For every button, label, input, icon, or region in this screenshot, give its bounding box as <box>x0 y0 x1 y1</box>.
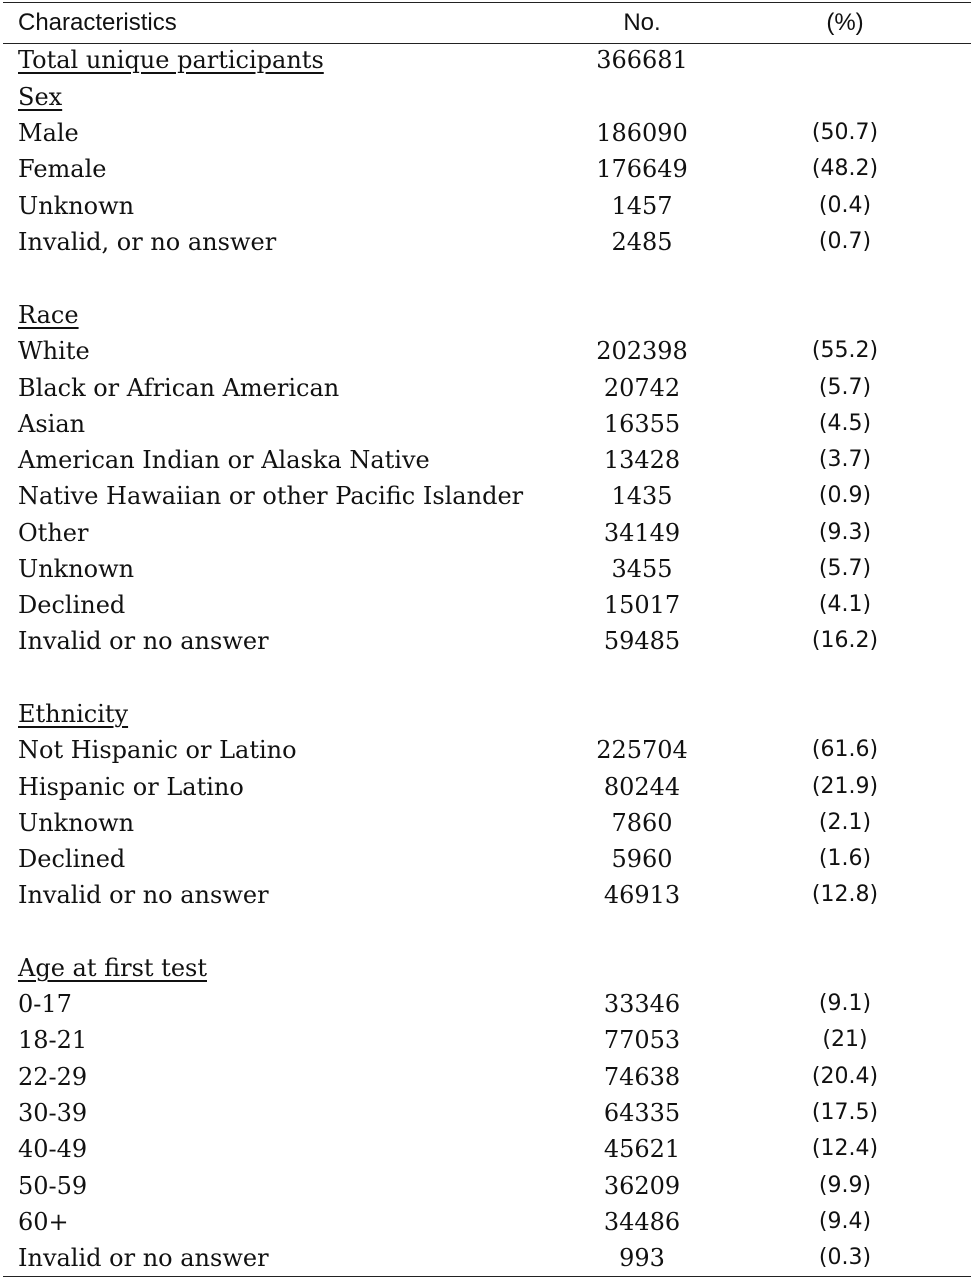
row-pct: (50.7) <box>811 120 879 145</box>
row-no: 993 <box>619 1244 665 1272</box>
row-label: Invalid or no answer <box>18 881 269 909</box>
row-label: Unknown <box>18 555 135 583</box>
row-no: 45621 <box>603 1135 681 1163</box>
row-pct: (4.5) <box>818 411 872 436</box>
row-no: 64335 <box>603 1099 681 1127</box>
row-pct: (3.7) <box>818 447 872 472</box>
table-row <box>0 442 975 478</box>
row-no: 186090 <box>596 119 688 147</box>
table-top-rule <box>3 2 971 3</box>
row-no: 80244 <box>603 773 681 801</box>
row-no: 16355 <box>603 410 681 438</box>
header-no: No. <box>623 9 661 36</box>
row-no: 225704 <box>596 736 688 764</box>
table-row <box>0 188 975 224</box>
table-row <box>0 1095 975 1131</box>
row-no: 36209 <box>603 1172 681 1200</box>
row-pct: (9.3) <box>818 520 872 545</box>
row-label: Declined <box>18 591 126 619</box>
table-row <box>0 151 975 187</box>
row-pct: (16.2) <box>811 628 879 653</box>
table-row <box>0 732 975 768</box>
row-pct: (9.4) <box>818 1209 872 1234</box>
row-label: Black or African American <box>18 374 340 402</box>
table-row <box>0 1168 975 1204</box>
row-no: 7860 <box>611 809 673 837</box>
table-row <box>0 515 975 551</box>
row-no: 1457 <box>611 192 673 220</box>
table-row <box>0 1204 975 1240</box>
table-header-row <box>0 5 975 41</box>
total-no: 366681 <box>596 46 688 74</box>
row-label: Not Hispanic or Latino <box>18 736 297 764</box>
row-pct: (0.9) <box>818 483 872 508</box>
row-no: 33346 <box>603 990 681 1018</box>
row-label: Asian <box>18 410 86 438</box>
row-label: Unknown <box>18 192 135 220</box>
section-title: Sex <box>18 83 63 111</box>
section-title: Age at first test <box>18 954 207 982</box>
table-row <box>0 1131 975 1167</box>
table-bottom-rule <box>3 1276 971 1277</box>
row-pct: (1.6) <box>818 846 872 871</box>
row-no: 46913 <box>603 881 681 909</box>
row-pct: (61.6) <box>811 737 879 762</box>
row-no: 1435 <box>611 482 673 510</box>
section-title-age <box>0 950 975 986</box>
header-characteristics: Characteristics <box>18 9 177 36</box>
section-title-sex <box>0 79 975 115</box>
table-row <box>0 841 975 877</box>
row-pct: (21.9) <box>811 774 879 799</box>
table-row <box>0 986 975 1022</box>
section-title: Ethnicity <box>18 700 129 728</box>
row-no: 2485 <box>611 228 673 256</box>
row-no: 3455 <box>611 555 673 583</box>
row-pct: (0.3) <box>818 1245 872 1270</box>
row-label: 0-17 <box>18 990 72 1018</box>
section-title: Race <box>18 301 79 329</box>
header-pct: (%) <box>826 9 864 36</box>
table-row <box>0 587 975 623</box>
row-label: 18-21 <box>18 1026 88 1054</box>
row-label: 30-39 <box>18 1099 88 1127</box>
row-pct: (0.7) <box>818 229 872 254</box>
table-row <box>0 551 975 587</box>
row-no: 15017 <box>603 591 681 619</box>
table-row <box>0 370 975 406</box>
row-no: 5960 <box>611 845 673 873</box>
row-pct: (9.9) <box>818 1173 872 1198</box>
row-no: 34149 <box>603 519 681 547</box>
row-label: Hispanic or Latino <box>18 773 244 801</box>
row-label: 22-29 <box>18 1063 88 1091</box>
row-label: Female <box>18 155 107 183</box>
table-row <box>0 478 975 514</box>
table-row <box>0 623 975 659</box>
section-title-race <box>0 297 975 333</box>
table-row <box>0 1022 975 1058</box>
row-pct: (12.4) <box>811 1136 879 1161</box>
row-pct: (9.1) <box>818 991 872 1016</box>
table-row <box>0 1240 975 1276</box>
row-label: Invalid or no answer <box>18 1244 269 1272</box>
row-label: Declined <box>18 845 126 873</box>
total-label: Total unique participants <box>18 46 324 74</box>
row-no: 176649 <box>596 155 688 183</box>
table-row <box>0 769 975 805</box>
row-pct: (0.4) <box>818 193 872 218</box>
row-pct: (12.8) <box>811 882 879 907</box>
row-pct: (21) <box>822 1027 868 1052</box>
row-label: 40-49 <box>18 1135 88 1163</box>
row-label: Invalid or no answer <box>18 627 269 655</box>
row-no: 34486 <box>603 1208 681 1236</box>
row-pct: (4.1) <box>818 592 872 617</box>
row-no: 20742 <box>603 374 681 402</box>
row-pct: (5.7) <box>818 375 872 400</box>
table-row <box>0 115 975 151</box>
row-pct: (48.2) <box>811 156 879 181</box>
table-row <box>0 333 975 369</box>
row-label: 60+ <box>18 1208 69 1236</box>
row-label: Native Hawaiian or other Pacific Islander <box>18 482 524 510</box>
table-row <box>0 406 975 442</box>
row-no: 59485 <box>603 627 681 655</box>
row-pct: (55.2) <box>811 338 879 363</box>
row-label: Other <box>18 519 89 547</box>
table-row <box>0 877 975 913</box>
table-row <box>0 1059 975 1095</box>
row-pct: (2.1) <box>818 810 872 835</box>
row-pct: (17.5) <box>811 1100 879 1125</box>
row-no: 77053 <box>603 1026 681 1054</box>
row-pct: (20.4) <box>811 1064 879 1089</box>
row-pct: (5.7) <box>818 556 872 581</box>
row-no: 13428 <box>603 446 681 474</box>
row-label: American Indian or Alaska Native <box>18 446 430 474</box>
table-row <box>0 224 975 260</box>
row-label: White <box>18 337 90 365</box>
row-no: 202398 <box>596 337 688 365</box>
row-label: 50-59 <box>18 1172 88 1200</box>
row-label: Unknown <box>18 809 135 837</box>
section-title-ethnicity <box>0 696 975 732</box>
total-row <box>0 42 975 78</box>
row-label: Invalid, or no answer <box>18 228 277 256</box>
row-no: 74638 <box>603 1063 681 1091</box>
row-label: Male <box>18 119 79 147</box>
table-row <box>0 805 975 841</box>
